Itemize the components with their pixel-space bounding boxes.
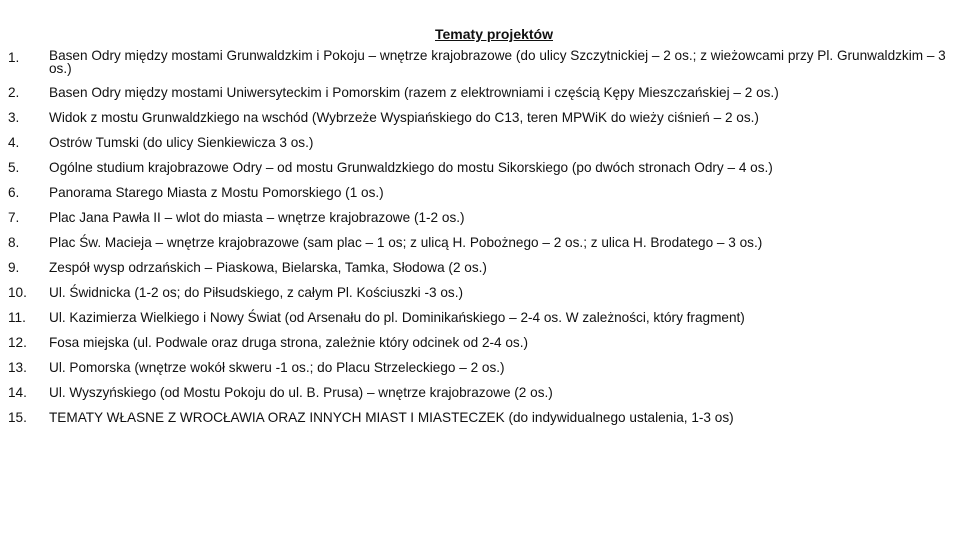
item-text: TEMATY WŁASNE Z WROCŁAWIA ORAZ INNYCH MIAST I MIASTECZEK (do indywidualnego ustalenia, 1-3 os) bbox=[49, 409, 734, 425]
item-text: Ul. Kazimierza Wielkiego i Nowy Świat (od Arsenału do pl. Dominikańskiego – 2-4 os. W zależności, który fragment) bbox=[49, 309, 745, 325]
item-number: 4. bbox=[8, 134, 20, 150]
item-number: 2. bbox=[8, 85, 20, 100]
item-text: Ul. Pomorska (wnętrze wokół skweru -1 os.; do Placu Strzeleckiego – 2 os.) bbox=[49, 359, 505, 375]
item-text: Panorama Starego Miasta z Mostu Pomorskiego (1 os.) bbox=[49, 184, 384, 200]
list-item bbox=[8, 110, 953, 127]
item-number: 15. bbox=[8, 409, 27, 425]
item-number: 1. bbox=[8, 50, 20, 65]
item-text: Basen Odry między mostami Grunwaldzkim i Pokoju – wnętrze krajobrazowe (do ulicy Szczytnickiej – 2 os.; z wieżowcami przy Pl. Grunwaldzkim – 3 os.) bbox=[49, 48, 946, 76]
slide-title: Tematy projektów bbox=[435, 26, 553, 42]
item-text: Ul. Świdnicka (1-2 os; do Piłsudskiego, z całym Pl. Kościuszki -3 os.) bbox=[49, 284, 463, 300]
list-item bbox=[8, 335, 953, 352]
item-text: Ogólne studium krajobrazowe Odry – od mostu Grunwaldzkiego do mostu Sikorskiego (po dwóch stronach Odry – 4 os.) bbox=[49, 159, 773, 175]
list-item bbox=[8, 310, 953, 327]
list-item bbox=[8, 210, 953, 227]
list-item bbox=[8, 260, 953, 277]
item-number: 5. bbox=[8, 159, 20, 175]
item-text: Fosa miejska (ul. Podwale oraz druga strona, zależnie który odcinek od 2-4 os.) bbox=[49, 334, 529, 350]
item-number: 8. bbox=[8, 234, 20, 250]
item-number: 9. bbox=[8, 259, 20, 275]
list-item bbox=[8, 360, 953, 377]
list-item bbox=[8, 185, 953, 202]
list-item bbox=[8, 235, 953, 252]
item-number: 14. bbox=[8, 384, 27, 400]
item-text: Plac Jana Pawła II – wlot do miasta – wnętrze krajobrazowe (1-2 os.) bbox=[49, 209, 465, 225]
topic-list bbox=[8, 50, 953, 435]
item-number: 6. bbox=[8, 184, 20, 200]
list-item bbox=[8, 135, 953, 152]
item-number: 13. bbox=[8, 359, 27, 375]
item-text: Zespół wysp odrzańskich – Piaskowa, Bielarska, Tamka, Słodowa (2 os.) bbox=[49, 259, 487, 275]
item-text: Basen Odry między mostami Uniwersyteckim i Pomorskim (razem z elektrowniami i częścią Kępy Mieszczańskiej – 2 os.) bbox=[49, 85, 779, 100]
item-text: Plac Św. Macieja – wnętrze krajobrazowe (sam plac – 1 os; z ulicą H. Pobożnego – 2 os.; z ulica H. Brodatego – 3 os.) bbox=[49, 234, 763, 250]
item-text: Widok z mostu Grunwaldzkiego na wschód (Wybrzeże Wyspiańskiego do C13, teren MPWiK do wieży ciśnień – 2 os.) bbox=[49, 109, 759, 125]
list-item bbox=[8, 50, 953, 75]
list-item bbox=[8, 410, 953, 427]
list-item bbox=[8, 85, 953, 102]
list-item bbox=[8, 160, 953, 177]
item-number: 10. bbox=[8, 284, 27, 300]
item-number: 7. bbox=[8, 209, 20, 225]
list-item bbox=[8, 285, 953, 302]
item-text: Ul. Wyszyńskiego (od Mostu Pokoju do ul. B. Prusa) – wnętrze krajobrazowe (2 os.) bbox=[49, 384, 553, 400]
item-number: 3. bbox=[8, 109, 20, 125]
item-number: 11. bbox=[8, 309, 26, 325]
item-text: Ostrów Tumski (do ulicy Sienkiewicza 3 os.) bbox=[49, 134, 314, 150]
list-item bbox=[8, 385, 953, 402]
item-number: 12. bbox=[8, 334, 27, 350]
